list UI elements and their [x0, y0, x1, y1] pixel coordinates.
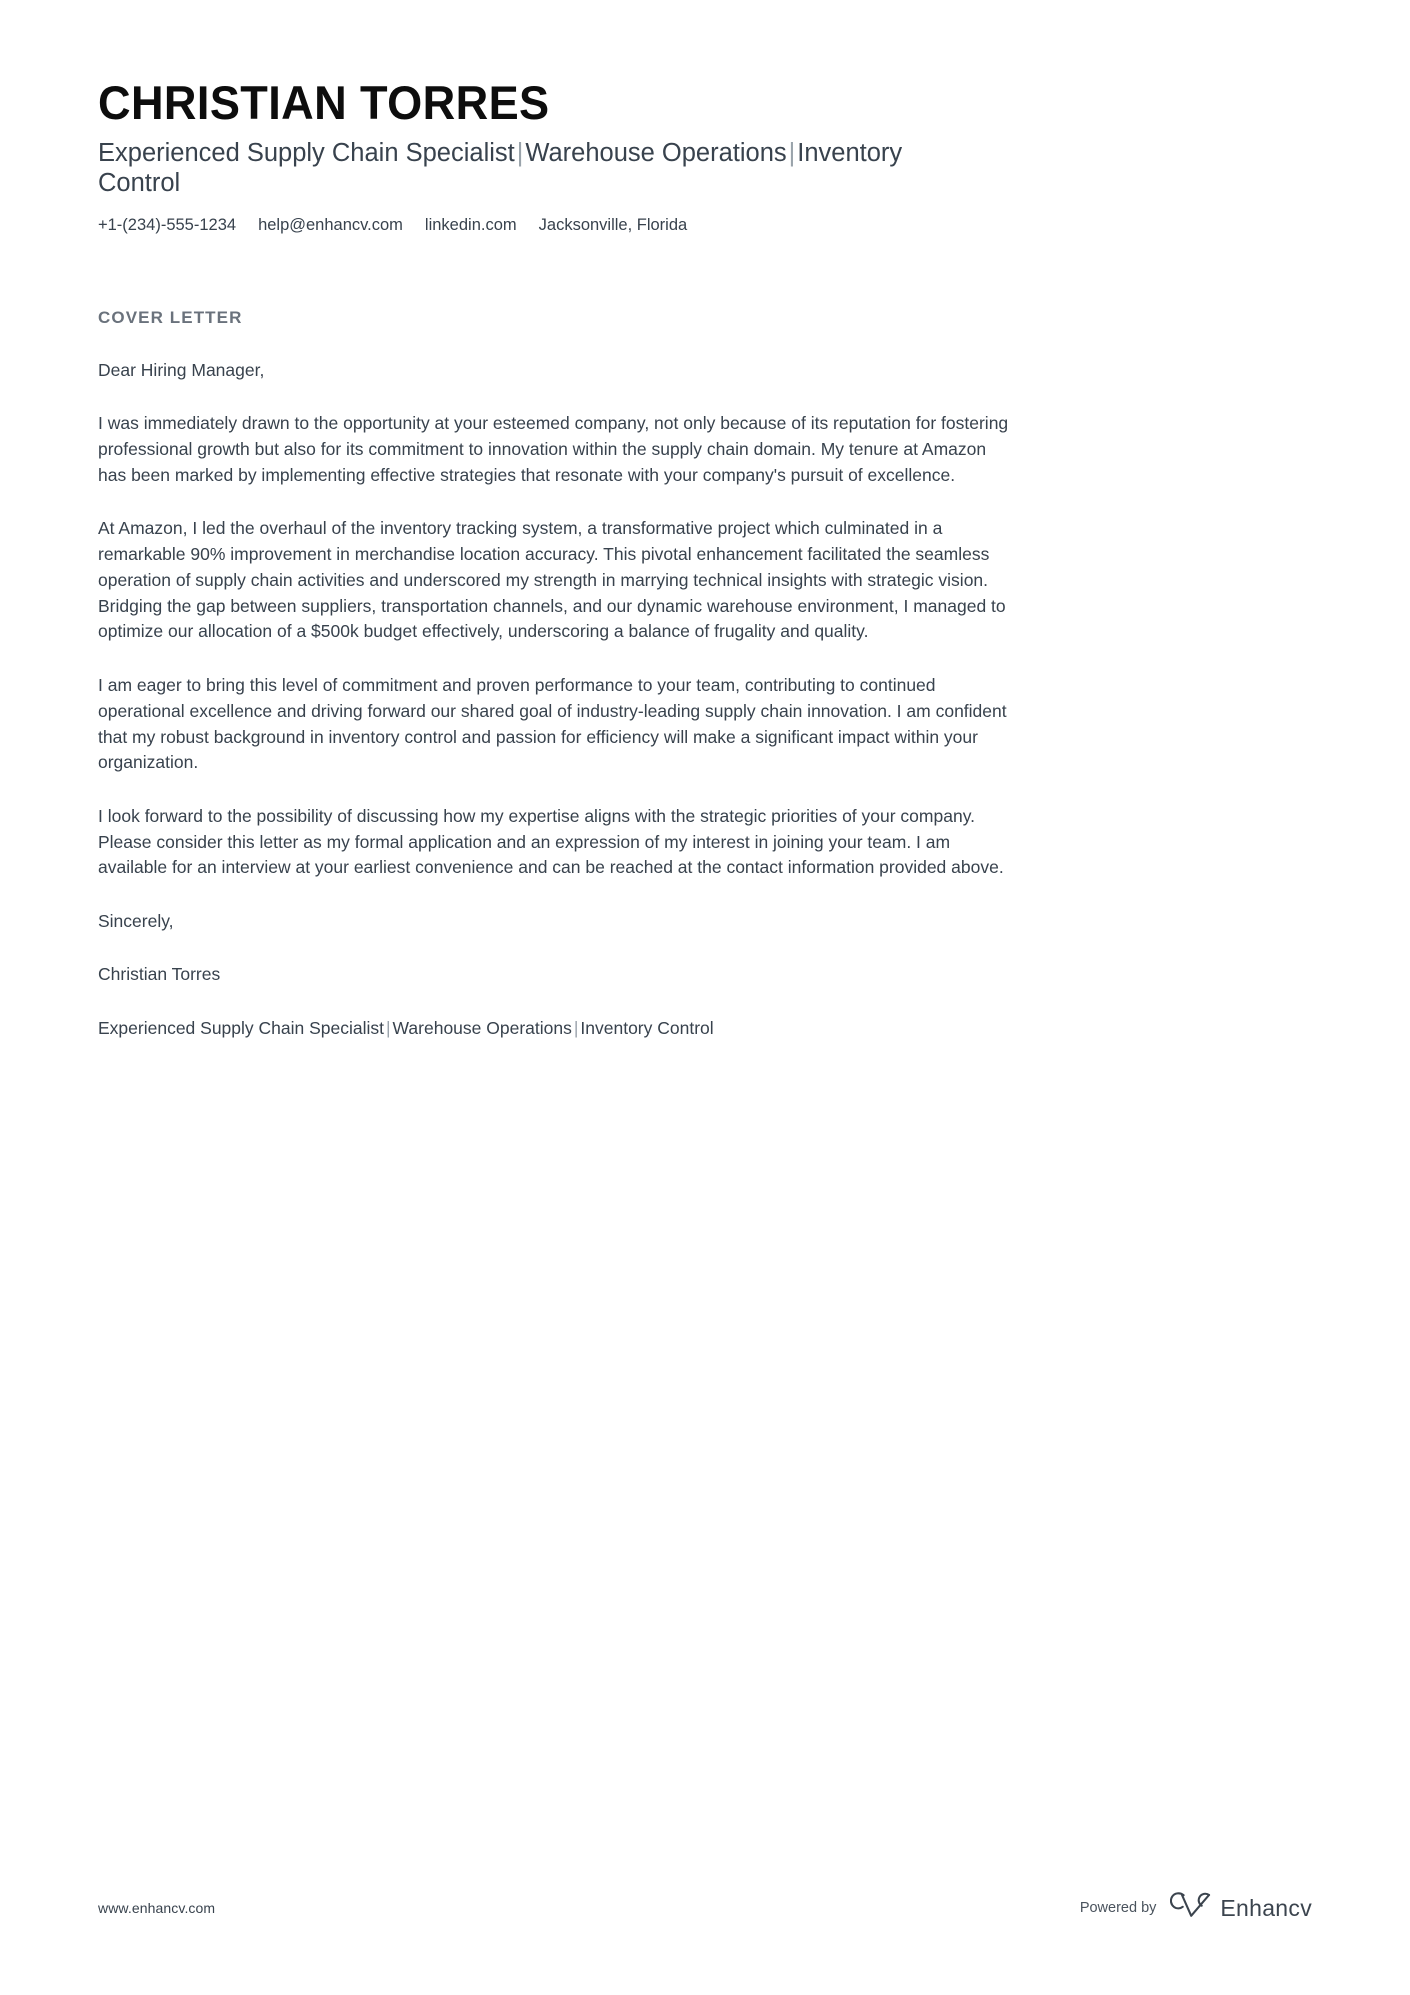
- footer-brand-block: [1080, 1892, 1312, 1924]
- cover-letter-section: [98, 308, 1010, 1041]
- page-footer: [98, 1893, 1312, 1923]
- letter-salutation: Dear Hiring Manager,: [98, 359, 265, 380]
- headline-separator-1: |: [516, 139, 524, 168]
- enhancv-brand-logo: [1170, 1892, 1312, 1924]
- contact-list: [98, 215, 1010, 236]
- signature-title-part-1: Experienced Supply Chain Specialist: [98, 1017, 384, 1038]
- letter-closing: Sincerely,: [98, 911, 174, 932]
- headline-part-2: Warehouse Operations: [525, 139, 787, 168]
- signature-title-separator-2: |: [573, 1017, 579, 1038]
- candidate-name: CHRISTIAN TORRES: [98, 76, 550, 129]
- letter-signature-name: Christian Torres: [98, 964, 221, 985]
- headline-part-1: Experienced Supply Chain Specialist: [98, 139, 515, 168]
- headline-separator-2: |: [788, 139, 796, 168]
- letter-paragraph-2: At Amazon, I led the overhaul of the inventory tracking system, a transformative project which culminated in a remarkable 90% improvement in merchandise location accuracy. This pivotal enhancement facilitated the seamless operation of supply chain activities and underscored my strength in marrying technical insights with strategic vision. Bridging the gap between suppliers, transportation channels, and our dynamic warehouse environment, I managed to optimize our allocation of a $500k budget effectively, underscoring a balance of frugality and quality.: [98, 518, 1006, 642]
- contact-linkedin[interactable]: linkedin.com: [424, 215, 517, 234]
- contact-email[interactable]: help@enhancv.com: [258, 215, 403, 234]
- enhancv-brand-name: Enhancv: [1220, 1894, 1312, 1921]
- enhancv-cv-monogram-icon: [1170, 1892, 1212, 1924]
- candidate-headline: [98, 139, 943, 198]
- headline-part-3: Inventory Control: [98, 139, 903, 197]
- letter-header: [98, 0, 1010, 236]
- signature-title-part-3: Inventory Control: [580, 1017, 714, 1038]
- signature-title-part-2: Warehouse Operations: [392, 1017, 572, 1038]
- section-title-cover-letter: COVER LETTER: [98, 307, 243, 327]
- letter-paragraph-4: I look forward to the possibility of discussing how my expertise aligns with the strategic priorities of your company. Please consider this letter as my formal application and an expression of my interest in joining your team. I am available for an interview at your earliest convenience and can be reached at the contact information provided above.: [98, 805, 1004, 878]
- letter-paragraph-3: I am eager to bring this level of commitment and proven performance to your team, contributing to continued operational excellence and driving forward our shared goal of industry-leading supply chain innovation. I am confident that my robust background in inventory control and passion for efficiency will make a significant impact within your organization.: [98, 675, 1007, 773]
- contact-phone: +1-(234)-555-1234: [98, 215, 237, 234]
- footer-website-url[interactable]: www.enhancv.com: [98, 1900, 216, 1916]
- powered-by-label: Powered by: [1079, 1900, 1157, 1916]
- document-content: [98, 0, 1010, 1041]
- signature-title-separator-1: |: [386, 1017, 391, 1038]
- letter-paragraph-1: I was immediately drawn to the opportunity at your esteemed company, not only because of its reputation for fostering professional growth but also for its commitment to innovation within the supply chain domain. My tenure at Amazon has been marked by implementing effective strategies that resonate with your company's pursuit of excellence.: [98, 413, 1009, 485]
- contact-location: Jacksonville, Florida: [538, 215, 688, 234]
- letter-signature-title: [98, 1016, 1010, 1041]
